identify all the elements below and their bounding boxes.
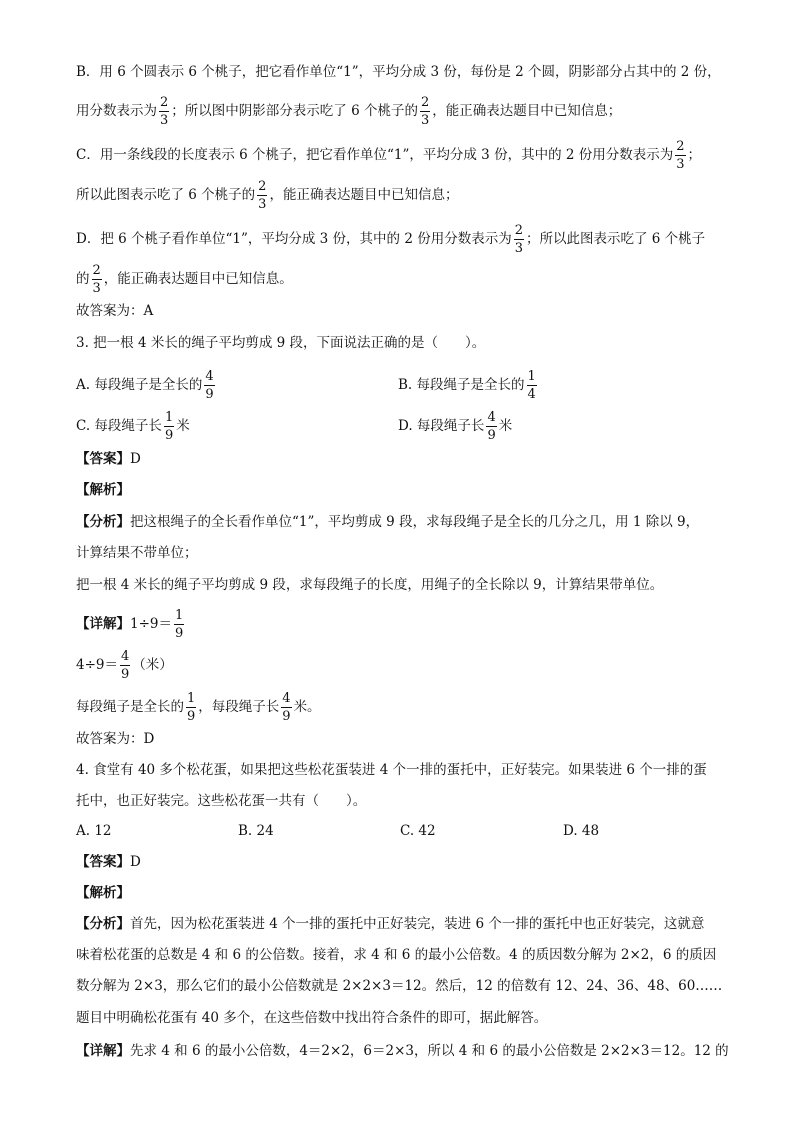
q4-detail-line-1 [76, 1041, 729, 1061]
fraction-two-thirds: $\frac{2}{3}$ [160, 95, 169, 128]
q3-detail-line-2 [76, 650, 173, 681]
q4-option-b: B. 24 [238, 823, 274, 839]
text: 每段绳子是全长的 [76, 699, 184, 715]
fraction-two-thirds: $\frac{2}{3}$ [258, 179, 267, 212]
text: ；所以图中阴影部分表示吃了 6 个桃子的 [171, 103, 418, 119]
fraction-one-ninth: $\frac{1}{9}$ [164, 410, 174, 443]
answer-label: 【答案】 [76, 451, 130, 467]
q3-analysis-line-2: 计算结果不带单位； [76, 545, 198, 561]
q4-analysis-line-4: 题目中明确松花蛋有 40 多个，在这些倍数中找出符合条件的即可，据此解答。 [76, 1010, 548, 1026]
fraction-two-thirds: $\frac{2}{3}$ [676, 139, 685, 172]
fraction-two-thirds: $\frac{2}{3}$ [420, 95, 430, 128]
q4-option-a: A. 12 [76, 823, 112, 839]
text: 用分数表示为 [76, 103, 157, 119]
q2-option-c-line-1 [76, 140, 701, 171]
text: ；所以此图表示吃了 6 个桃子 [526, 231, 706, 247]
q4-option-d: D. 48 [563, 823, 600, 839]
fraction-one-ninth: $\frac{1}{9}$ [175, 608, 184, 641]
fraction-four-ninths: $\frac{4}{9}$ [121, 649, 130, 682]
answer-value: D [130, 854, 141, 870]
fraction-four-ninths: $\frac{4}{9}$ [282, 691, 291, 724]
unit: 米 [176, 418, 190, 434]
text: 把这根绳子的全长看作单位“1”，平均剪成 9 段，求每段绳子是全长的几分之几，用 1 除以 9， [130, 514, 700, 530]
q3-analysis-line-1 [76, 512, 699, 532]
text: 的 [76, 271, 90, 287]
q4-analysis-line-1 [76, 914, 704, 934]
q4-answer [76, 852, 141, 872]
q3-detail-line-1 [76, 609, 186, 640]
q2-option-c-line-2 [76, 180, 458, 211]
q4-analysis-line-3: 数分解为 2×3，那么它们的最小公倍数就是 2×2×3＝12。然后，12 的倍数有 12、24、36、48、60…… [76, 978, 723, 994]
q3-stem: 3. 把一根 4 米长的绳子平均剪成 9 段，下面说法正确的是（ ）。 [76, 335, 486, 351]
fraction-one-ninth: $\frac{1}{9}$ [187, 691, 196, 724]
q3-analysis-label: 【解析】 [76, 482, 130, 498]
q3-analysis-line-3: 把一根 4 米长的绳子平均剪成 9 段，求每段绳子的长度，用绳子的全长除以 9，计算结果带单位。 [76, 577, 664, 593]
text: ，能正确表达题目中已知信息； [269, 187, 459, 203]
text: 首先，因为松花蛋装进 4 个一排的蛋托中正好装完，装进 6 个一排的蛋托中也正好装完，这就意 [130, 916, 705, 932]
text: 先求 4 和 6 的最小公倍数，4＝2×2，6＝2×3，所以 4 和 6 的最小公倍数是 2×2×3＝12。12 的 [130, 1043, 729, 1059]
q2-final-answer: 故答案为：A [76, 303, 154, 319]
q2-option-b-line-1: B．用 6 个圆表示 6 个桃子，把它看作单位“1”，平均分成 3 份，每份是 2 个圆，阴影部分占其中的 2 份， [76, 64, 721, 80]
q3-option-d [398, 411, 512, 442]
q4-stem-line-2: 托中，也正好装完。这些松花蛋一共有（ ）。 [76, 793, 367, 809]
detail-label: 【详解】 [76, 1043, 130, 1059]
q2-option-d-line-1 [76, 224, 705, 255]
text: D. 每段绳子长 [398, 418, 485, 434]
q3-option-c [76, 411, 190, 442]
q4-option-c: C. 42 [400, 823, 436, 839]
fraction-four-ninths: $\frac{4}{9}$ [205, 369, 214, 402]
fenxi-label: 【分析】 [76, 514, 130, 530]
q3-final-answer: 故答案为：D [76, 731, 155, 747]
text: D．把 6 个桃子看作单位“1”，平均分成 3 份，其中的 2 份用分数表示为 [76, 231, 512, 247]
fraction-one-quarter: $\frac{1}{4}$ [527, 369, 536, 402]
q3-option-b [398, 370, 539, 401]
text: ，每段绳子长 [198, 699, 280, 715]
q3-option-a [76, 370, 217, 401]
answer-value: D [130, 451, 141, 467]
text: ； [687, 147, 702, 163]
fraction-two-thirds: $\frac{2}{3}$ [514, 223, 524, 256]
text: ，能正确表达题目中已知信息； [432, 103, 622, 119]
text: C. 每段绳子长 [76, 418, 162, 434]
fraction-four-ninths: $\frac{4}{9}$ [487, 410, 496, 443]
text: 所以此图表示吃了 6 个桃子的 [76, 187, 256, 203]
text: 米。 [293, 699, 321, 715]
fraction-two-thirds: $\frac{2}{3}$ [92, 263, 101, 296]
text: 1÷9＝ [130, 616, 172, 632]
fenxi-label: 【分析】 [76, 916, 130, 932]
unit: （米） [132, 657, 173, 673]
text: ，能正确表达题目中已知信息。 [103, 271, 293, 287]
q4-stem-line-1: 4. 食堂有 40 多个松花蛋，如果把这些松花蛋装进 4 个一排的蛋托中，正好装完。如果装进 6 个一排的蛋 [76, 762, 707, 778]
q3-conclusion [76, 692, 321, 723]
text: C．用一条线段的长度表示 6 个桃子，把它看作单位“1”，平均分成 3 份，其中的 2 份用分数表示为 [76, 147, 674, 163]
text: A. 每段绳子是全长的 [76, 377, 203, 393]
answer-label: 【答案】 [76, 854, 130, 870]
q2-option-b-line-2 [76, 96, 621, 127]
detail-label: 【详解】 [76, 616, 130, 632]
unit: 米 [498, 418, 513, 434]
text: 4÷9＝ [76, 657, 118, 673]
q3-answer [76, 449, 141, 469]
q2-option-d-line-2 [76, 264, 293, 295]
q4-analysis-line-2: 味着松花蛋的总数是 4 和 6 的公倍数。接着，求 4 和 6 的最小公倍数。4 的质因数分解为 2×2，6 的质因 [76, 947, 717, 963]
q4-analysis-label: 【解析】 [76, 885, 130, 901]
text: B. 每段绳子是全长的 [398, 377, 525, 393]
